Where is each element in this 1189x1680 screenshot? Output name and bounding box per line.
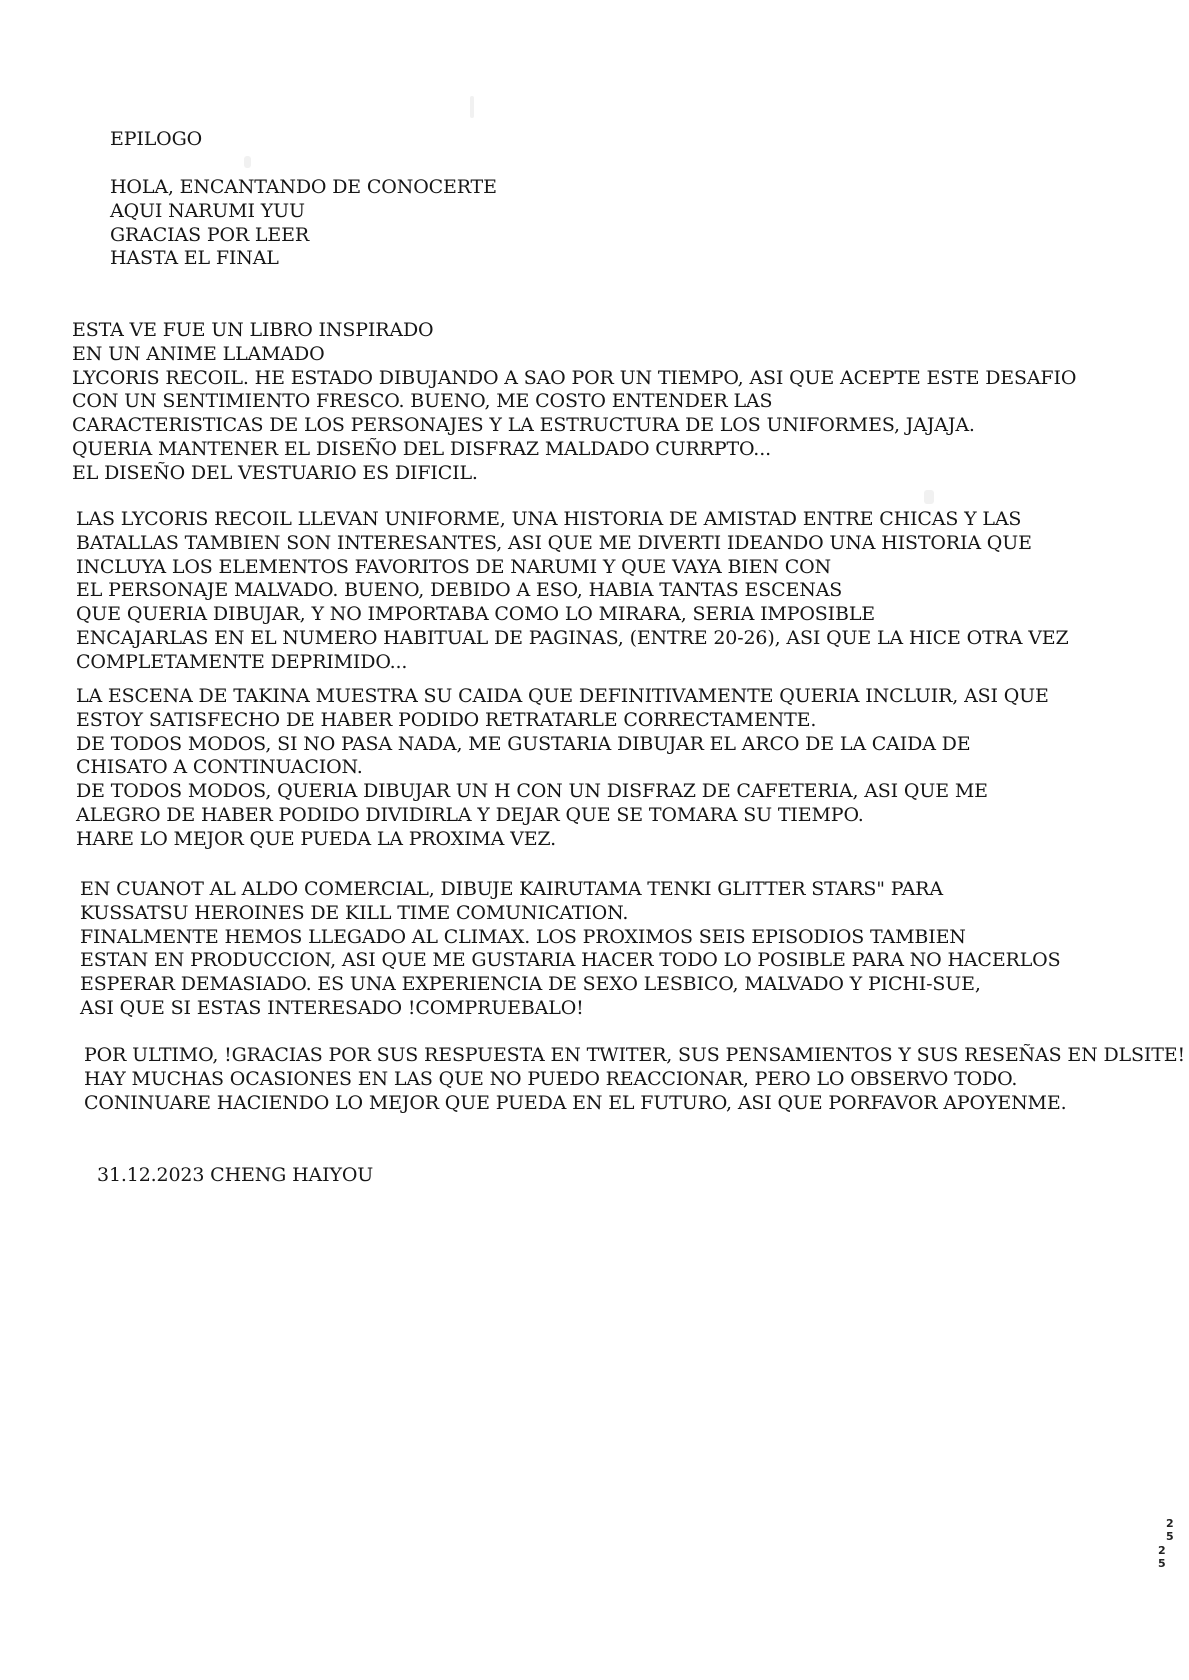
epilogue-title-block [110,128,202,152]
paragraph-4 [80,878,1060,1021]
paragraph-line: CARACTERISTICAS DE LOS PERSONAJES Y LA ESTRUCTURA DE LOS UNIFORMES, JAJAJA. [72,414,975,437]
paragraph-line: CONINUARE HACIENDO LO MEJOR QUE PUEDA EN EL FUTURO, ASI QUE PORFAVOR APOYENME. [84,1091,1067,1114]
paragraph-3 [76,685,1049,852]
paragraph-line: LYCORIS RECOIL. HE ESTADO DIBUJANDO A SAO POR UN TIEMPO, ASI QUE ACEPTE ESTE DESAFIO [72,366,1077,389]
greeting-line: HASTA EL FINAL [110,247,279,270]
paragraph-line: EN CUANOT AL ALDO COMERCIAL, DIBUJE KAIRUTAMA TENKI GLITTER STARS" PARA [80,878,943,900]
paragraph-line: QUERIA MANTENER EL DISEÑO DEL DISFRAZ MALDADO CURRPTO... [72,437,771,460]
paragraph-line: INCLUYA LOS ELEMENTOS FAVORITOS DE NARUMI Y QUE VAYA BIEN CON [76,555,832,578]
page-number-digit: 5 [1166,1530,1174,1543]
paragraph-line: EL PERSONAJE MALVADO. BUENO, DEBIDO A ESO, HABIA TANTAS ESCENAS [76,579,843,602]
paragraph-line: ESTOY SATISFECHO DE HABER PODIDO RETRATARLE CORRECTAMENTE. [76,708,817,731]
signature-block [97,1164,373,1188]
paragraph-5 [84,1044,1185,1115]
paragraph-line: EN UN ANIME LLAMADO [72,342,325,365]
paragraph-line: HAY MUCHAS OCASIONES EN LAS QUE NO PUEDO REACCIONAR, PERO LO OBSERVO TODO. [84,1067,1018,1090]
greeting-line: AQUI NARUMI YUU [110,199,305,222]
paragraph-line: QUE QUERIA DIBUJAR, Y NO IMPORTABA COMO LO MIRARA, SERIA IMPOSIBLE [76,603,876,626]
paragraph-line: ESTA VE FUE UN LIBRO INSPIRADO [72,319,434,341]
scan-smudge [244,156,251,168]
scan-smudge [470,96,474,118]
paragraph-line: EL DISEÑO DEL VESTUARIO ES DIFICIL. [72,461,478,484]
greeting-line: GRACIAS POR LEER [110,223,309,246]
paragraph-line: ALEGRO DE HABER PODIDO DIVIDIRLA Y DEJAR QUE SE TOMARA SU TIEMPO. [76,803,864,826]
paragraph-line: ESPERAR DEMASIADO. ES UNA EXPERIENCIA DE SEXO LESBICO, MALVADO Y PICHI-SUE, [80,973,981,996]
paragraph-line: CHISATO A CONTINUACION. [76,756,363,779]
epilogue-title: EPILOGO [110,128,203,150]
greeting-line: HOLA, ENCANTANDO DE CONOCERTE [110,176,497,198]
paragraph-line: LAS LYCORIS RECOIL LLEVAN UNIFORME, UNA HISTORIA DE AMISTAD ENTRE CHICAS Y LAS [76,508,1022,530]
paragraph-line: DE TODOS MODOS, SI NO PASA NADA, ME GUSTARIA DIBUJAR EL ARCO DE LA CAIDA DE [76,732,971,755]
paragraph-line: BATALLAS TAMBIEN SON INTERESANTES, ASI QUE ME DIVERTI IDEANDO UNA HISTORIA QUE [76,531,1032,554]
signature: 31.12.2023 CHENG HAIYOU [97,1164,374,1186]
page-number-digit: 5 [1158,1557,1166,1570]
paragraph-line: ESTAN EN PRODUCCION, ASI QUE ME GUSTARIA HACER TODO LO POSIBLE PARA NO HACERLOS [80,949,1061,972]
scan-smudge [924,490,934,504]
greeting-block [110,176,497,271]
paragraph-2 [76,508,1069,675]
paragraph-1 [72,319,1076,486]
paragraph-line: ASI QUE SI ESTAS INTERESADO !COMPRUEBALO! [80,996,584,1019]
page-number [1155,1517,1179,1571]
paragraph-line: KUSSATSU HEROINES DE KILL TIME COMUNICATION. [80,901,629,924]
paragraph-line: POR ULTIMO, !GRACIAS POR SUS RESPUESTA EN TWITER, SUS PENSAMIENTOS Y SUS RESEÑAS EN DLSITE! [84,1044,1185,1066]
page-number-digit: 2 [1158,1544,1166,1557]
paragraph-line: HARE LO MEJOR QUE PUEDA LA PROXIMA VEZ. [76,827,557,850]
paragraph-line: DE TODOS MODOS, QUERIA DIBUJAR UN H CON UN DISFRAZ DE CAFETERIA, ASI QUE ME [76,780,988,803]
paragraph-line: ENCAJARLAS EN EL NUMERO HABITUAL DE PAGINAS, (ENTRE 20-26), ASI QUE LA HICE OTRA VEZ [76,626,1069,649]
paragraph-line: CON UN SENTIMIENTO FRESCO. BUENO, ME COSTO ENTENDER LAS [72,390,773,413]
page-number-digit: 2 [1166,1517,1174,1530]
paragraph-line: COMPLETAMENTE DEPRIMIDO... [76,650,408,673]
paragraph-line: FINALMENTE HEMOS LLEGADO AL CLIMAX. LOS PROXIMOS SEIS EPISODIOS TAMBIEN [80,925,966,948]
paragraph-line: LA ESCENA DE TAKINA MUESTRA SU CAIDA QUE DEFINITIVAMENTE QUERIA INCLUIR, ASI QUE [76,685,1049,707]
